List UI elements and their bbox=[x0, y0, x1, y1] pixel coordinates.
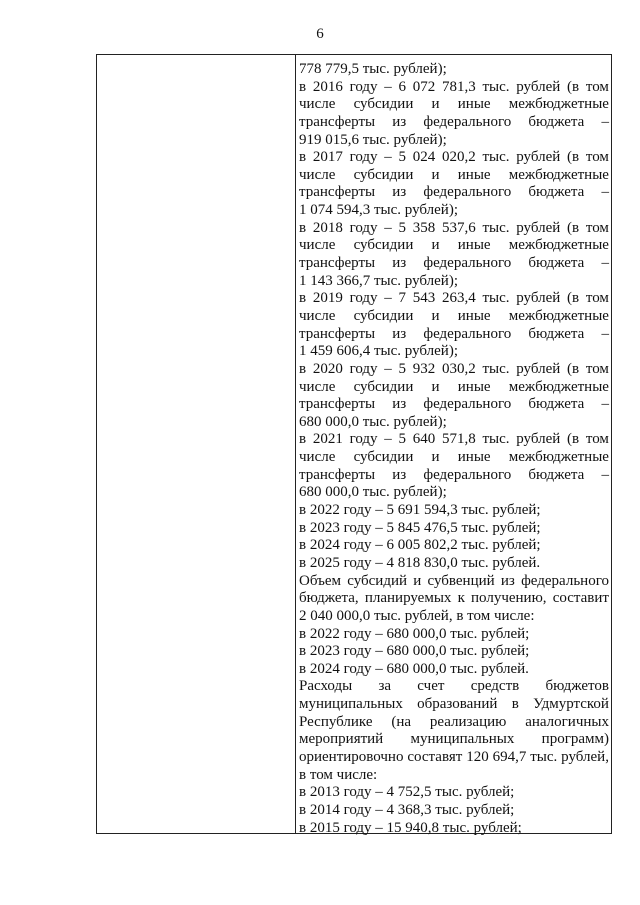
text-line: числе субсидии и иные межбюджетные bbox=[299, 378, 609, 395]
text-line: 778 779,5 тыс. рублей); bbox=[299, 61, 447, 77]
text-line: в 2018 году – 5 358 537,6 тыс. рублей (в том bbox=[299, 219, 609, 236]
text-line: в 2020 году – 5 932 030,2 тыс. рублей (в том bbox=[299, 360, 609, 377]
text-line: трансферты из федерального бюджета – bbox=[299, 466, 609, 483]
text-line: трансферты из федерального бюджета – bbox=[299, 113, 609, 130]
text-line: трансферты из федерального бюджета – bbox=[299, 396, 609, 413]
table-right-cell bbox=[299, 61, 609, 837]
text-line: 1 459 606,4 тыс. рублей); bbox=[299, 343, 458, 360]
text-line: трансферты из федерального бюджета – bbox=[299, 325, 609, 342]
text-line: бюджета, планируемых к получению, составит bbox=[299, 590, 609, 607]
text-line: мероприятий муниципальных программ) bbox=[299, 731, 609, 748]
text-line: 680 000,0 тыс. рублей); bbox=[299, 484, 447, 501]
text-line: в 2017 году – 5 024 020,2 тыс. рублей (в том bbox=[299, 149, 609, 166]
text-line: в 2021 году – 5 640 571,8 тыс. рублей (в том bbox=[299, 431, 609, 448]
text-line: числе субсидии и иные межбюджетные bbox=[299, 307, 609, 324]
text-line: 919 015,6 тыс. рублей); bbox=[299, 131, 447, 148]
text-line: 1 074 594,3 тыс. рублей); bbox=[299, 202, 458, 219]
text-line: в 2023 году – 5 845 476,5 тыс. рублей; bbox=[299, 519, 541, 536]
text-line: в 2014 году – 4 368,3 тыс. рублей; bbox=[299, 801, 515, 818]
text-line: 1 143 366,7 тыс. рублей); bbox=[299, 272, 458, 289]
page-number: 6 bbox=[316, 26, 324, 42]
text-line: ориентировочно составят 120 694,7 тыс. рублей, bbox=[299, 748, 609, 765]
text-line: в 2015 году – 15 940,8 тыс. рублей; bbox=[299, 819, 522, 836]
text-line: в 2023 году – 680 000,0 тыс. рублей; bbox=[299, 643, 530, 660]
text-line: в 2024 году – 680 000,0 тыс. рублей. bbox=[299, 660, 529, 677]
text-line: в 2025 году – 4 818 830,0 тыс. рублей. bbox=[299, 554, 541, 571]
text-line: числе субсидии и иные межбюджетные bbox=[299, 96, 609, 113]
text-line: трансферты из федерального бюджета – bbox=[299, 255, 609, 272]
text-line: в 2022 году – 5 691 594,3 тыс. рублей; bbox=[299, 502, 541, 519]
text-line: 680 000,0 тыс. рублей); bbox=[299, 413, 447, 430]
text-line: в 2024 году – 6 005 802,2 тыс. рублей; bbox=[299, 537, 541, 554]
column-divider bbox=[295, 55, 296, 833]
text-line: в 2022 году – 680 000,0 тыс. рублей; bbox=[299, 625, 530, 642]
text-line: числе субсидии и иные межбюджетные bbox=[299, 166, 609, 183]
document-table bbox=[96, 54, 612, 834]
text-line: 2 040 000,0 тыс. рублей, в том числе: bbox=[299, 607, 535, 624]
text-line: в 2013 году – 4 752,5 тыс. рублей; bbox=[299, 784, 515, 801]
text-line: числе субсидии и иные межбюджетные bbox=[299, 237, 609, 254]
text-line: Расходы за счет средств бюджетов bbox=[299, 678, 609, 695]
text-line: в том числе: bbox=[299, 766, 378, 783]
text-line: Республике (на реализацию аналогичных bbox=[299, 713, 609, 730]
text-line: Объем субсидий и субвенций из федерального bbox=[299, 572, 609, 589]
text-line: числе субсидии и иные межбюджетные bbox=[299, 449, 609, 466]
text-line: трансферты из федерального бюджета – bbox=[299, 184, 609, 201]
text-line: муниципальных образований в Удмуртской bbox=[299, 696, 609, 713]
text-line: в 2016 году – 6 072 781,3 тыс. рублей (в том bbox=[299, 78, 609, 95]
text-line: в 2019 году – 7 543 263,4 тыс. рублей (в том bbox=[299, 290, 609, 307]
